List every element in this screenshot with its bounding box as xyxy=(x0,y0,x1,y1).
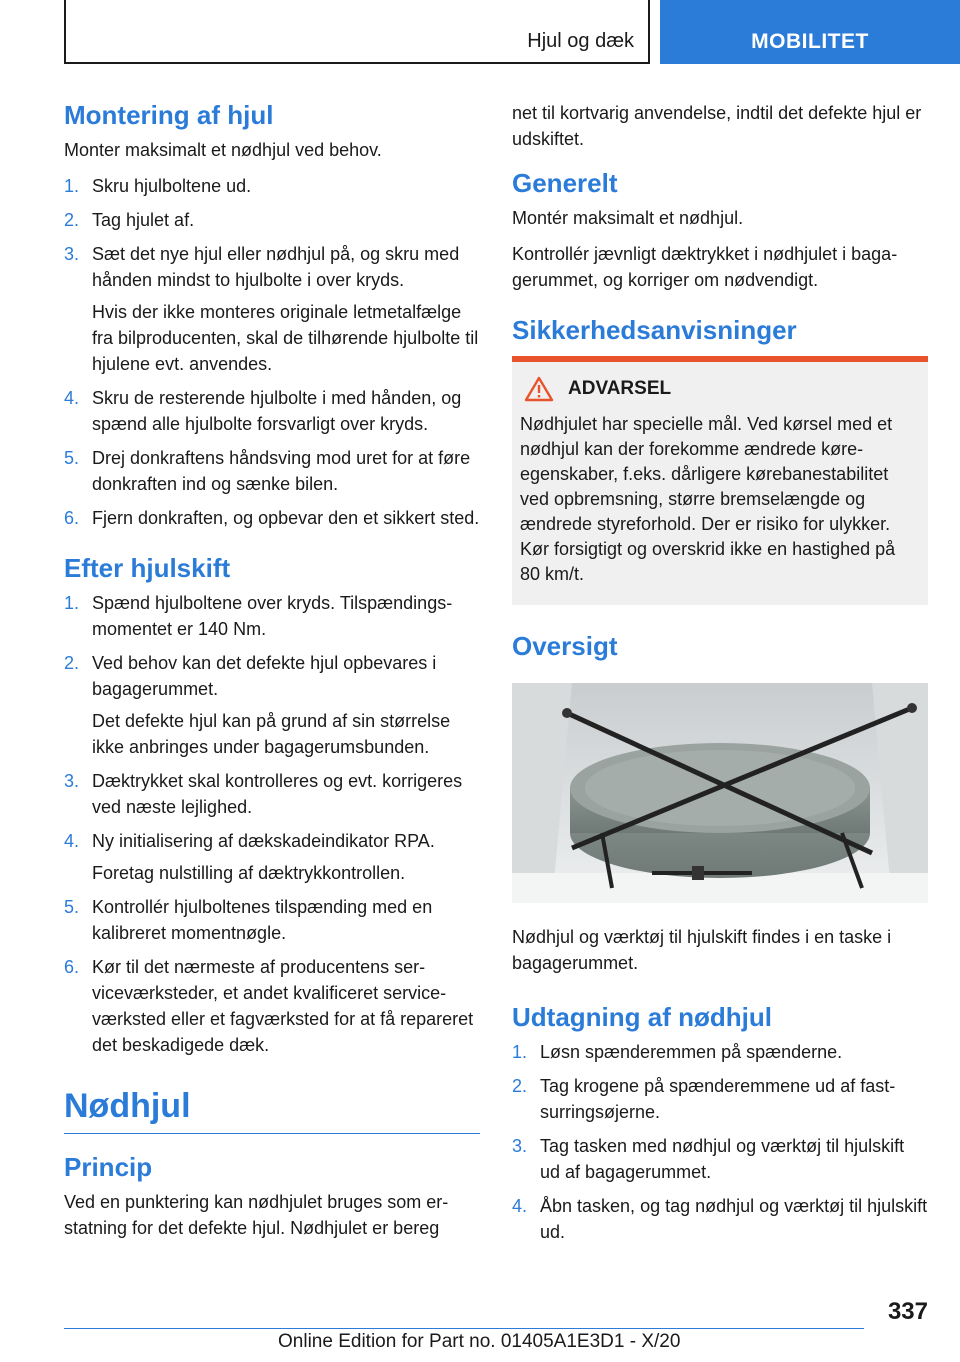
step-item xyxy=(512,1073,928,1125)
right-column xyxy=(512,100,928,1253)
step-text: Tag tasken med nødhjul og værktøj til hjulskift ud af bagagerummet. xyxy=(540,1135,905,1182)
step-item xyxy=(64,954,480,1058)
oversigt-caption: Nødhjul og værktøj til hjulskift findes i en taske i bagagerummet. xyxy=(512,926,892,973)
step-text: Åbn tasken, og tag nødhjul og værktøj til hjulskift ud. xyxy=(540,1195,928,1242)
step-text: Foretag nulstilling af dæktrykkontrollen. xyxy=(92,863,406,884)
step-item xyxy=(64,505,480,531)
step-number: 2. xyxy=(64,210,80,231)
step-number: 4. xyxy=(512,1195,528,1216)
step-item xyxy=(512,1193,928,1245)
princip-text: Ved en punktering kan nødhjulet bruges som erstatning for det defekte hjul. Nødhjulet er bereg xyxy=(64,1192,449,1239)
efter-steps xyxy=(64,590,480,1058)
warning-box xyxy=(512,356,928,605)
step-text: Hvis der ikke monteres originale letmetalfælge fra bilproducenten, skal de tilhørende hjulbolte til hjulene evt. anvendes. xyxy=(92,302,479,375)
heading-nodhjul: Nødhjul xyxy=(64,1087,191,1126)
step-body xyxy=(540,1133,928,1185)
step-item xyxy=(64,445,480,497)
heading-montering: Montering af hjul xyxy=(64,100,274,130)
step-item xyxy=(512,1039,928,1065)
step-text: Kontrollér hjulboltenes tilspænding med en kalibreret momentnøgle. xyxy=(92,897,433,944)
generelt-p1: Montér maksimalt et nødhjul. xyxy=(512,208,744,229)
step-body xyxy=(92,828,435,886)
step-item xyxy=(64,590,480,642)
spare-wheel-photo xyxy=(512,683,928,903)
step-item xyxy=(64,894,480,946)
warning-text: Nødhjulet har specielle mål. Ved kørsel med et nødhjul kan der forekomme ændrede køreegenskaber, f.eks. dårligere kørebanestabilitet ved opbremsning, større bremselængde og ændrede styreforhold. Der er risiko for ulykker. Kør forsigtigt og overskrid ikke en hastighed på 80 km/t. xyxy=(520,414,896,585)
step-number: 3. xyxy=(512,1135,528,1156)
step-text: Skru de resterende hjulbolte i med hånden, og spænd alle hjulbolte forsvarligt over kryds. xyxy=(92,388,462,435)
step-body xyxy=(92,505,479,531)
step-item xyxy=(512,1133,928,1185)
heading-efter: Efter hjulskift xyxy=(64,553,231,584)
step-body xyxy=(92,894,480,946)
nodhjul-heading-block xyxy=(64,1086,480,1134)
warning-label: ADVARSEL xyxy=(568,378,672,400)
step-text: Dæktrykket skal kontrolleres og evt. korrigeres ved næste lejlighed. xyxy=(92,771,463,818)
step-item xyxy=(64,828,480,886)
generelt-p2: Kontrollér jævnligt dæktrykket i nødhjulet i bagagerummet, og korriger om nødvendigt. xyxy=(512,244,898,291)
step-text: Sæt det nye hjul eller nødhjul på, og skru med hånden mindst to hjulbolte i over kryds. xyxy=(92,244,460,291)
page-number: 337 xyxy=(887,1298,928,1325)
heading-generelt: Generelt xyxy=(512,168,618,198)
step-number: 2. xyxy=(64,653,80,674)
step-number: 5. xyxy=(64,897,80,918)
step-number: 6. xyxy=(64,957,80,978)
page-header xyxy=(0,0,960,64)
step-item xyxy=(64,241,480,377)
step-body xyxy=(92,241,480,377)
step-text: Kør til det nærmeste af producentens serviceværksteder, et andet kvalificeret serviceværksted eller et fagværksted for at få repareret det beskadigede dæk. xyxy=(92,957,474,1056)
step-body xyxy=(92,385,480,437)
step-text: Drej donkraftens håndsving mod uret for at føre donkraften ind og sænke bilen. xyxy=(92,448,471,495)
warning-triangle-icon xyxy=(524,376,554,402)
montering-intro: Monter maksimalt et nødhjul ved behov. xyxy=(64,140,382,161)
step-text: Fjern donkraften, og opbevar den et sikkert sted. xyxy=(92,508,480,529)
step-body xyxy=(92,768,480,820)
step-item xyxy=(64,207,480,233)
step-text: Løsn spænderemmen på spænderne. xyxy=(540,1041,843,1062)
step-body xyxy=(92,954,480,1058)
step-number: 3. xyxy=(64,244,80,265)
step-body xyxy=(92,173,251,199)
step-item xyxy=(64,173,480,199)
udtagning-steps xyxy=(512,1039,928,1245)
montering-steps xyxy=(64,173,480,531)
left-column xyxy=(64,100,480,1251)
step-body xyxy=(92,590,480,642)
step-text: Tag hjulet af. xyxy=(92,210,195,231)
step-number: 4. xyxy=(64,388,80,409)
header-chapter-tab[interactable]: MOBILITET xyxy=(660,0,960,64)
step-body xyxy=(92,207,194,233)
step-number: 1. xyxy=(64,176,80,197)
step-number: 6. xyxy=(64,508,80,529)
step-number: 3. xyxy=(64,771,80,792)
step-body xyxy=(540,1073,928,1125)
step-number: 5. xyxy=(64,448,80,469)
step-text: Ny initialisering af dækskadeindikator RPA. xyxy=(92,831,435,852)
step-body xyxy=(540,1193,928,1245)
heading-udtagning: Udtagning af nødhjul xyxy=(512,1001,772,1032)
step-text: Tag krogene på spænderemmene ud af fastsurringsøjerne. xyxy=(540,1075,896,1122)
step-text: Skru hjulboltene ud. xyxy=(92,176,252,197)
step-body xyxy=(92,445,480,497)
step-item xyxy=(64,768,480,820)
step-text: Spænd hjulboltene over kryds. Tilspændingsmomentet er 140 Nm. xyxy=(92,593,453,640)
heading-princip: Princip xyxy=(64,1152,153,1183)
step-text: Det defekte hjul kan på grund af sin størrelse ikke anbringes under bagagerumsbunden. xyxy=(92,711,451,758)
step-body xyxy=(540,1039,842,1065)
step-body xyxy=(92,650,480,760)
step-number: 1. xyxy=(64,593,80,614)
heading-oversigt: Oversigt xyxy=(512,631,618,662)
step-number: 2. xyxy=(512,1075,528,1096)
footer-divider xyxy=(64,1328,864,1329)
footer-edition[interactable]: Online Edition for Part no. 01405A1E3D1 - X/20 xyxy=(278,1331,681,1352)
step-text: Ved behov kan det defekte hjul opbevares i bagagerummet. xyxy=(92,653,437,700)
princip-continued: net til kortvarig anvendelse, indtil det defekte hjul er udskiftet. xyxy=(512,103,922,149)
heading-sikkerhed: Sikkerhedsanvisninger xyxy=(512,315,797,346)
warning-header xyxy=(520,376,920,402)
step-number: 4. xyxy=(64,831,80,852)
step-item xyxy=(64,385,480,437)
step-item xyxy=(64,650,480,760)
header-section-title: Hjul og dæk xyxy=(527,30,634,52)
step-number: 1. xyxy=(512,1041,528,1062)
header-section-box xyxy=(64,0,650,64)
